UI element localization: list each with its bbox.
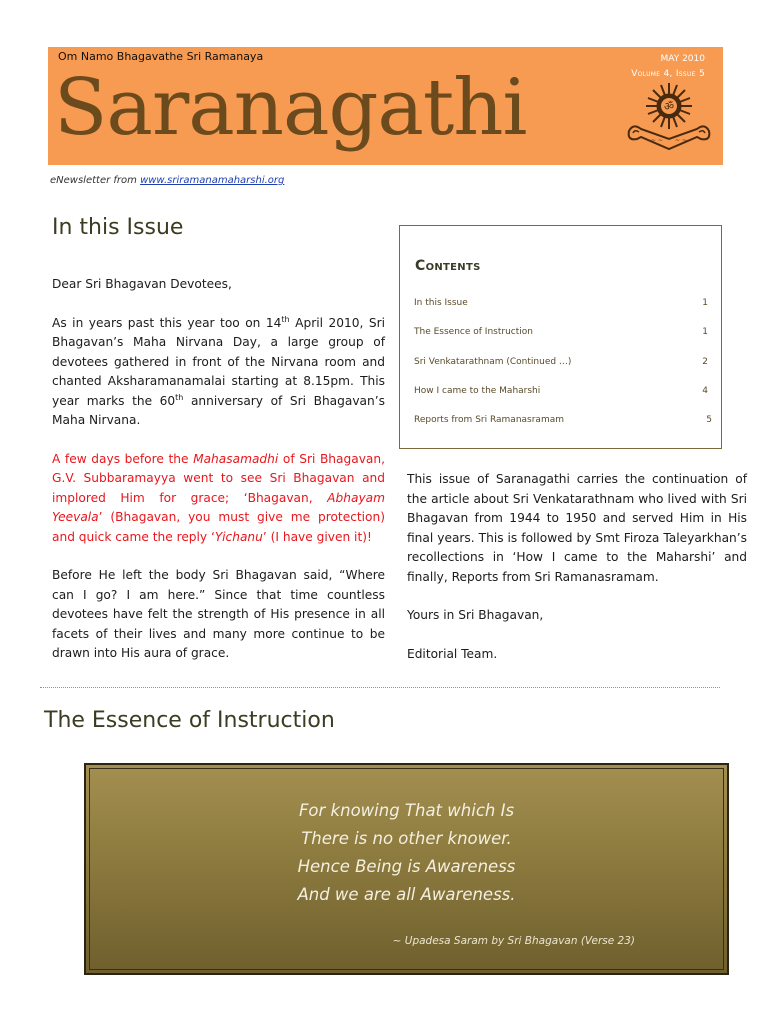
grace-text-a: A few days before the (52, 451, 194, 466)
in-this-issue-heading: In this Issue (52, 215, 184, 240)
enewsletter-credit (50, 175, 284, 186)
toc-item-label: The Essence of Instruction (414, 327, 533, 337)
verse-quote-box (84, 763, 729, 975)
grace-text-d: ’ (I have given it)! (262, 529, 372, 544)
toc-item[interactable] (414, 298, 708, 308)
newsletter-title: Saranagathi (54, 63, 527, 153)
toc-item[interactable] (414, 386, 708, 396)
section-divider (40, 687, 720, 688)
verse-line: Hence Being is Awareness (297, 857, 516, 876)
masthead-banner (48, 47, 723, 165)
toc-item-page: 4 (702, 386, 708, 396)
intro-text-b: April 2010, Sri Bhagavan’s Maha Nirvana Day, a large group of devotees gathered in front of the Nirvana room and chanted Aksharamanamalai starting at 8.15pm. This year marks the 60 (52, 315, 385, 408)
summary-paragraph: This issue of Saranagathi carries the continuation of the article about Sri Venkatarathnam who lived with Sri Bhagavan from 1944 to 1950 and served Him in His final years. This is followed by Smt Firoza Taleyarkhan’s recollections in ‘How I came to the Maharshi’ and finally, Reports from Sri Ramanasramam. (407, 472, 747, 584)
ordinal-suffix: th (281, 314, 290, 324)
intro-text-c: anniversary of Sri Bhagavan’s Maha Nirvana. (52, 393, 385, 427)
grace-paragraph (52, 450, 385, 548)
contents-box (399, 225, 722, 449)
grace-text-b: of Sri Bhagavan, G.V. Subbaramayya went to see Sri Bhagavan and implored Him for grace; ‘Bhagavan, (52, 451, 385, 505)
toc-item[interactable] (414, 415, 712, 425)
yichanu-term: Yichanu (214, 529, 263, 544)
toc-item-page: 1 (702, 298, 708, 308)
toc-item-label: How I came to the Maharshi (414, 386, 541, 396)
salutation: Dear Sri Bhagavan Devotees, (52, 277, 232, 291)
issue-summary-column (407, 470, 747, 683)
toc-item[interactable] (414, 327, 708, 337)
presence-paragraph: Before He left the body Sri Bhagavan said, “Where can I go? I am here.” Since that time countless devotees have felt the strength of His presence in all facets of their lives and many more continue to be drawn into His aura of grace. (52, 568, 385, 660)
verse-lines (86, 797, 727, 909)
closing-line: Yours in Sri Bhagavan, (407, 608, 544, 622)
toc-item-label: Sri Venkatarathnam (Continued …) (414, 357, 572, 367)
enewsletter-label: eNewsletter from (50, 175, 137, 186)
contents-title: Contents (415, 258, 481, 274)
svg-text:~ ~: ~ ~ (675, 137, 687, 144)
svg-text:~ ~: ~ ~ (651, 137, 663, 144)
website-link[interactable]: www.sriramanamaharshi.org (140, 175, 285, 186)
signature: Editorial Team. (407, 646, 498, 661)
toc-item-page: 1 (702, 327, 708, 337)
abhayam-term: Abhayam Yeevala (52, 490, 385, 524)
svg-text:ॐ: ॐ (663, 100, 675, 113)
invocation-line: Om Namo Bhagavathe Sri Ramanaya (58, 50, 264, 63)
intro-paragraph (52, 314, 385, 431)
mahasamadhi-term: Mahasamadhi (193, 451, 279, 466)
issue-date: MAY 2010 (660, 54, 705, 64)
essence-heading: The Essence of Instruction (44, 708, 335, 733)
grace-text-c: ’ (Bhagavan, you must give me protection) and quick came the reply ‘ (52, 510, 385, 544)
intro-column (52, 275, 385, 683)
ordinal-suffix: th (175, 392, 184, 402)
toc-item-label: Reports from Sri Ramanasramam (414, 415, 564, 425)
verse-line: There is no other knower. (301, 829, 512, 848)
toc-item[interactable] (414, 357, 708, 367)
verse-source: ~ Upadesa Saram by Sri Bhagavan (Verse 23) (392, 935, 635, 947)
issue-volume: Volume 4, Issue 5 (631, 69, 705, 79)
toc-item-page: 5 (706, 415, 712, 425)
issue-info (631, 52, 705, 82)
toc-item-page: 2 (702, 357, 708, 367)
om-sun-emblem-icon (623, 79, 715, 161)
toc-item-label: In this Issue (414, 298, 468, 308)
verse-line: And we are all Awareness. (297, 885, 516, 904)
verse-line: For knowing That which Is (298, 801, 515, 820)
intro-text-a: As in years past this year too on 14 (52, 315, 282, 330)
